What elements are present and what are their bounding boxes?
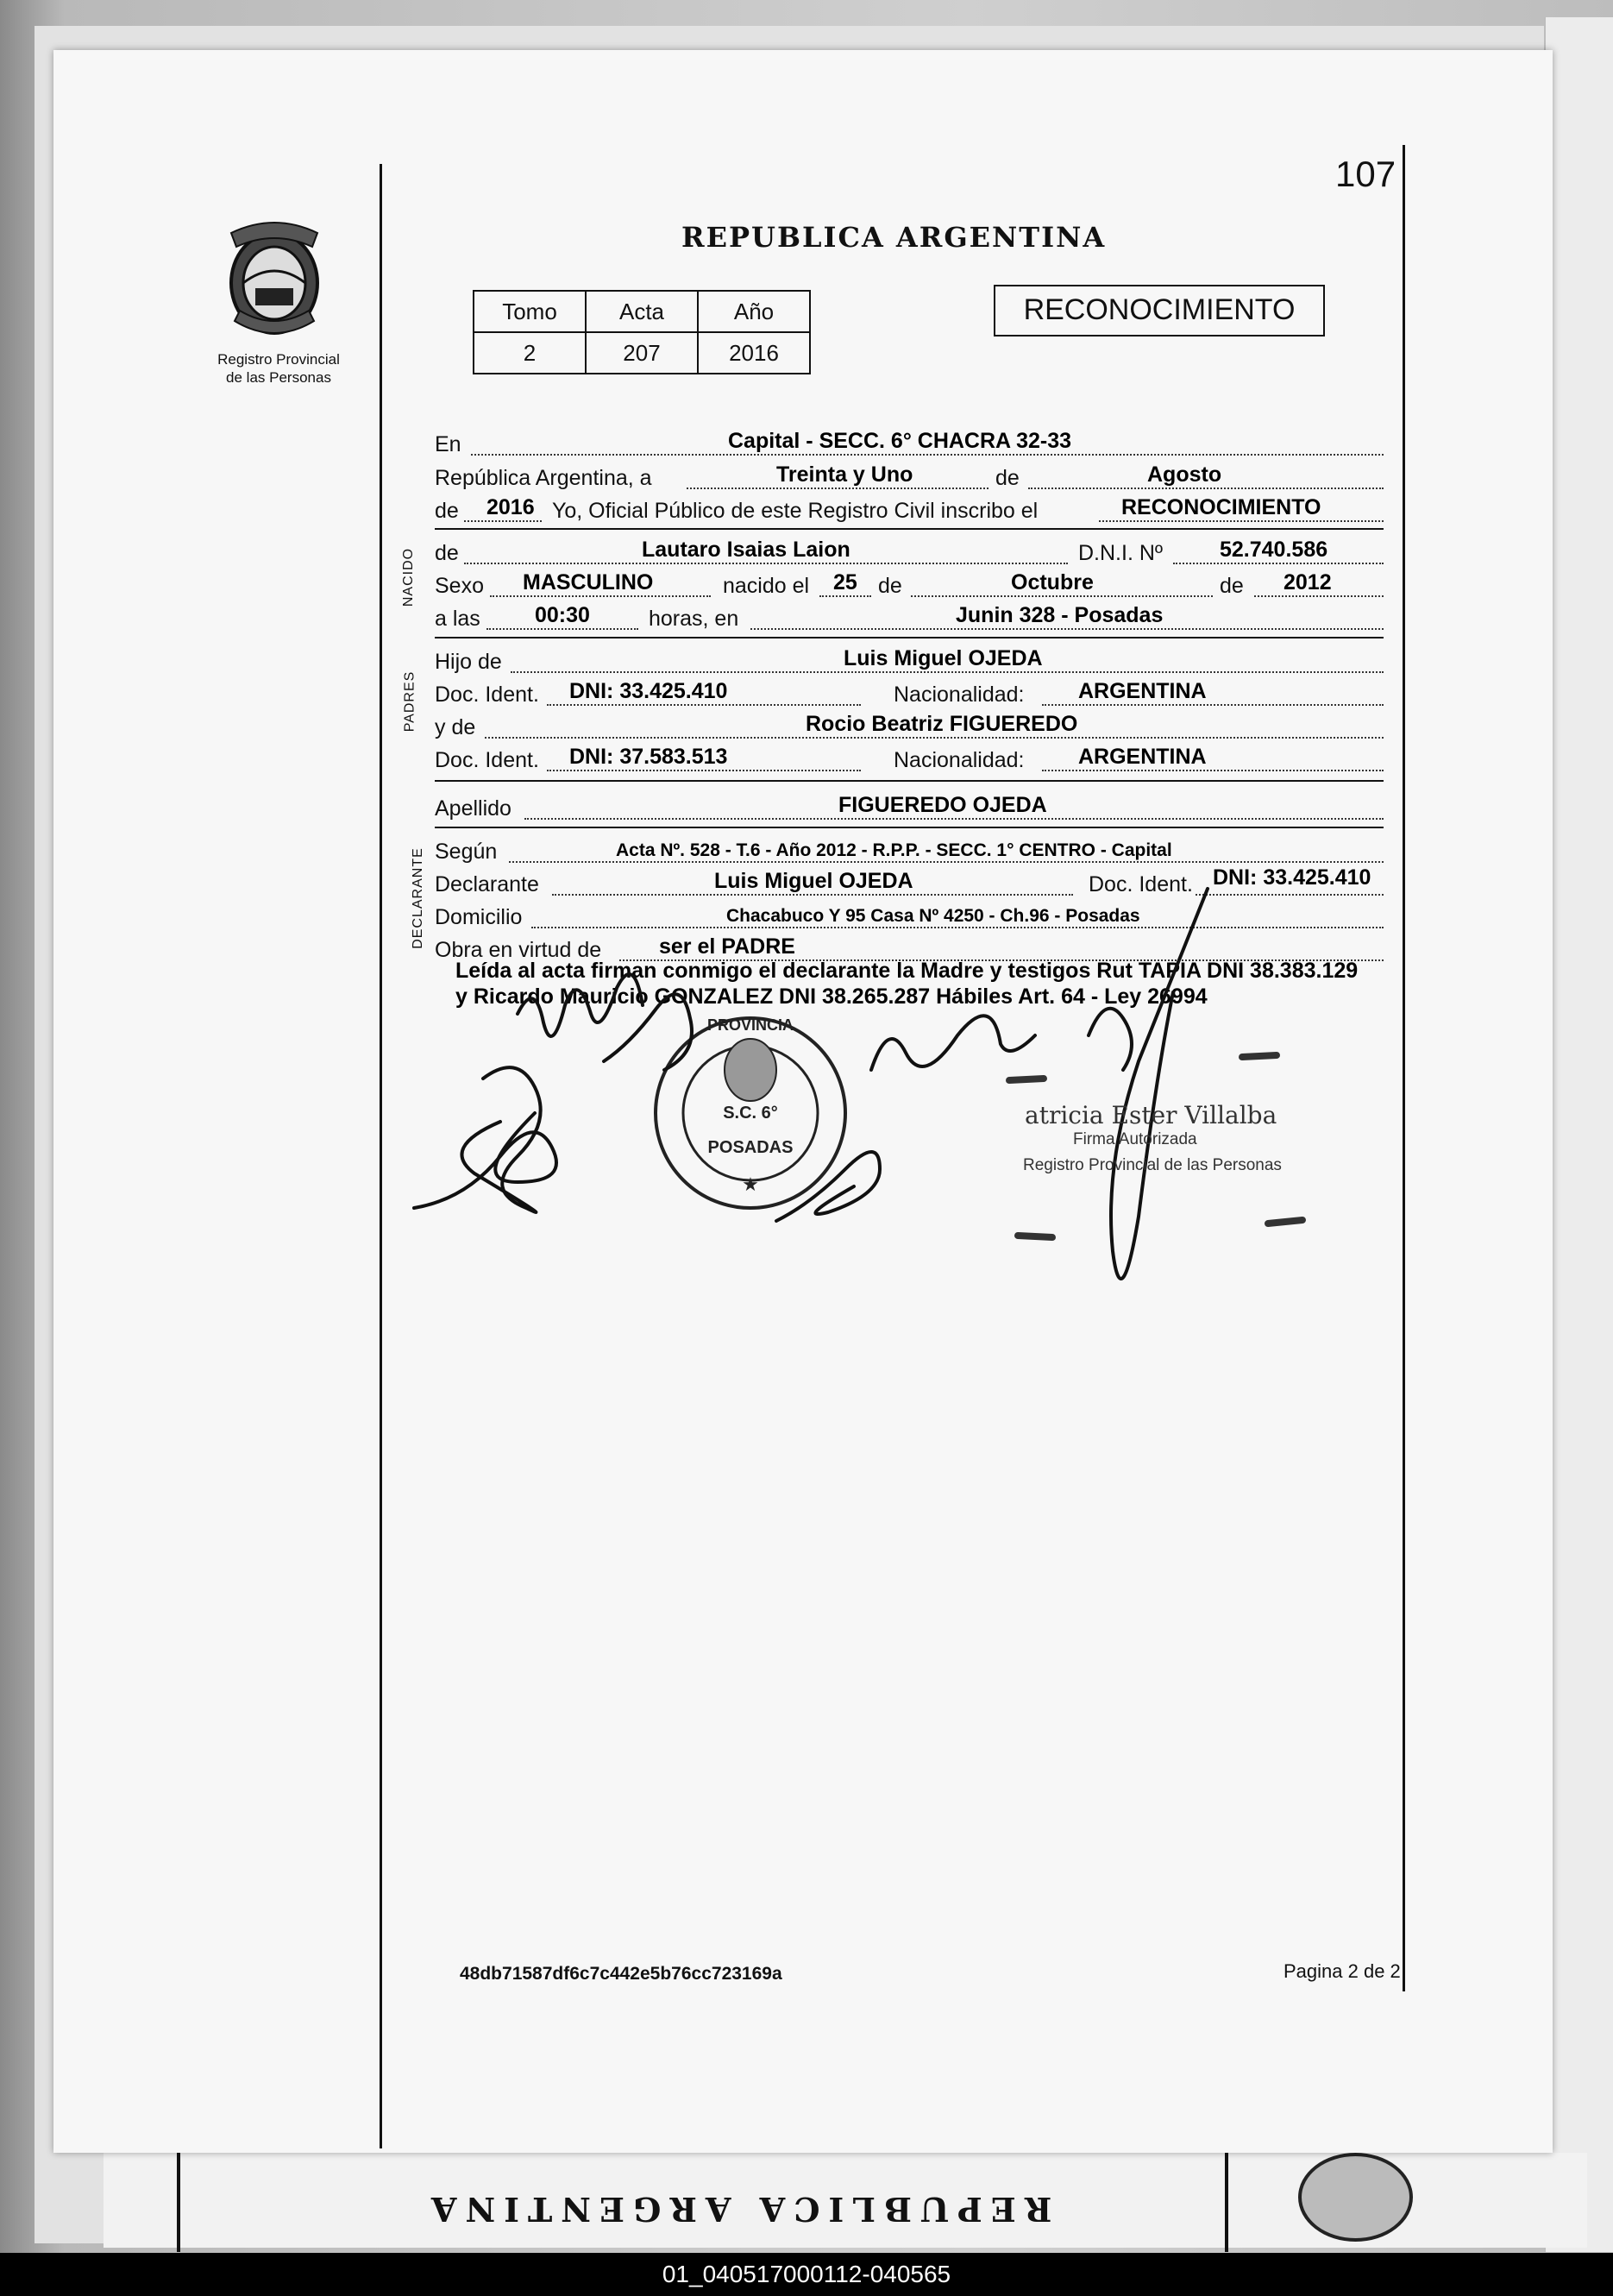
value-father-doc: DNI: 33.425.410 (569, 679, 728, 703)
label-y-de: y de (435, 715, 476, 739)
label-mother-doc: Doc. Ident. (435, 748, 539, 772)
value-year: 2016 (486, 495, 535, 519)
section-rule-3 (435, 780, 1384, 782)
value-name: Lautaro Isaias Laion (642, 538, 850, 562)
value-mother-doc: DNI: 37.583.513 (569, 745, 728, 769)
value-decl-doc: DNI: 33.425.410 (1213, 865, 1371, 890)
value-inscribo: RECONOCIMIENTO (1121, 495, 1321, 519)
value-tomo: 2 (474, 332, 586, 374)
label-de-bmonth: de (878, 574, 902, 598)
registry-table (473, 290, 811, 374)
page-indicator: Pagina 2 de 2 (1283, 1960, 1401, 1982)
row-hora (435, 601, 1384, 635)
value-segun: Acta Nº. 528 - T.6 - Año 2012 - R.P.P. - SECC. 1° CENTRO - Capital (616, 840, 1172, 860)
value-birth-place: Junin 328 - Posadas (956, 603, 1164, 627)
stamp-signer-name: atricia Ester Villalba (1025, 1101, 1277, 1129)
row-inscribo (435, 493, 1384, 527)
header-acta: Acta (586, 291, 698, 332)
act-type-box: RECONOCIMIENTO (994, 285, 1325, 337)
value-obra: ser el PADRE (659, 934, 795, 959)
file-id: 01_040517000112-040565 (662, 2261, 951, 2287)
label-alas: a las (435, 607, 480, 631)
value-birth-time: 00:30 (535, 603, 590, 627)
row-padre (435, 644, 1384, 678)
value-father-name: Luis Miguel OJEDA (844, 646, 1043, 670)
value-day: Treinta y Uno (776, 462, 913, 487)
closing-statement: Leída al acta firman conmigo el declarante la Madre y testigos Rut TAPIA DNI 38.383.129 y Ricardo Mauricio GONZALEZ DNI 38.265.287 Hábiles Art. 64 - Ley 26994 (455, 959, 1359, 1009)
label-nacido: nacido el (723, 574, 810, 598)
value-mother-nat: ARGENTINA (1078, 745, 1207, 769)
section-rule-2 (435, 637, 1384, 638)
label-obra: Obra en virtud de (435, 938, 602, 962)
right-sheet-edge (1544, 17, 1613, 2252)
logo-caption-line2: de las Personas (226, 369, 331, 386)
svg-text:★: ★ (742, 1173, 759, 1195)
value-month: Agosto (1147, 462, 1222, 487)
value-dni: 52.740.586 (1220, 538, 1328, 562)
misiones-coat-of-arms-icon (223, 216, 326, 345)
underlying-title: REPUBLICA ARGENTINA (423, 2190, 1052, 2229)
label-republica: República Argentina, a (435, 466, 652, 490)
value-en: Capital - SECC. 6° CHACRA 32-33 (728, 429, 1072, 453)
stamp-signer-office: Registro Provincial de las Personas (1023, 1156, 1282, 1174)
section-rule-1 (435, 528, 1384, 530)
value-birth-month: Octubre (1011, 570, 1094, 594)
label-father-doc: Doc. Ident. (435, 683, 539, 707)
label-decl-doc: Doc. Ident. (1089, 872, 1193, 896)
label-segun: Según (435, 840, 498, 864)
registry-header-row (474, 291, 810, 332)
underlying-rule-left (177, 2153, 180, 2252)
header-tomo: Tomo (474, 291, 586, 332)
value-birth-day: 25 (833, 570, 857, 594)
value-birth-year: 2012 (1283, 570, 1332, 594)
label-father-nat: Nacionalidad: (894, 683, 1025, 707)
label-declarante: Declarante (435, 872, 539, 896)
label-de-month: de (995, 466, 1020, 490)
value-father-nat: ARGENTINA (1078, 679, 1207, 703)
label-domicilio: Domicilio (435, 905, 523, 929)
value-declarante: Luis Miguel OJEDA (714, 869, 913, 893)
document-title: REPUBLICA ARGENTINA (681, 221, 1107, 254)
label-de-year: de (435, 499, 459, 523)
row-madre (435, 709, 1384, 744)
row-segun (435, 833, 1384, 868)
label-dni: D.N.I. Nº (1078, 541, 1164, 565)
row-nombre (435, 535, 1384, 569)
label-mother-nat: Nacionalidad: (894, 748, 1025, 772)
section-rule-4 (435, 827, 1384, 828)
row-domicilio (435, 899, 1384, 934)
seal-top-text: PROVINCIA (706, 1016, 794, 1034)
document-hash: 48db71587df6c7c442e5b76cc723169a (460, 1964, 782, 1984)
label-yo-oficial: Yo, Oficial Público de este Registro Civil inscribo el (552, 499, 1039, 523)
seal-bottom-text: POSADAS (707, 1138, 794, 1157)
page-number: 107 (1335, 154, 1396, 194)
seal-center-text: S.C. 6° (723, 1104, 778, 1123)
label-apellido: Apellido (435, 796, 512, 821)
registry-value-row (474, 332, 810, 374)
side-label-declarante: DECLARANTE (410, 847, 425, 949)
label-horas: horas, en (649, 607, 739, 631)
label-sexo: Sexo (435, 574, 484, 598)
row-declarante (435, 866, 1384, 901)
stamp-signer-role: Firma Autorizada (1073, 1130, 1197, 1148)
underlying-emblem (1298, 2153, 1413, 2242)
left-margin-rule (380, 164, 382, 2148)
value-acta: 207 (586, 332, 698, 374)
row-madre-doc (435, 742, 1384, 777)
value-apellido: FIGUEREDO OJEDA (838, 793, 1047, 817)
row-fecha (435, 460, 1384, 494)
label-de-byear: de (1220, 574, 1244, 598)
header-ano: Año (698, 291, 810, 332)
logo-caption (197, 350, 361, 387)
label-de-name: de (435, 541, 459, 565)
value-domicilio: Chacabuco Y 95 Casa Nº 4250 - Ch.96 - Posadas (726, 906, 1140, 926)
value-mother-name: Rocio Beatriz FIGUEREDO (806, 712, 1078, 736)
row-padre-doc (435, 676, 1384, 711)
right-margin-rule (1403, 145, 1405, 1991)
row-en (435, 426, 1384, 461)
row-sexo (435, 568, 1384, 602)
underlying-rule-right (1225, 2153, 1228, 2252)
value-sexo: MASCULINO (523, 570, 654, 594)
side-label-nacido: NACIDO (401, 547, 417, 607)
row-apellido (435, 790, 1384, 825)
label-hijo-de: Hijo de (435, 650, 502, 674)
value-ano: 2016 (698, 332, 810, 374)
side-label-padres: PADRES (402, 670, 417, 733)
logo-caption-line1: Registro Provincial (217, 351, 340, 368)
label-en: En (435, 432, 461, 456)
